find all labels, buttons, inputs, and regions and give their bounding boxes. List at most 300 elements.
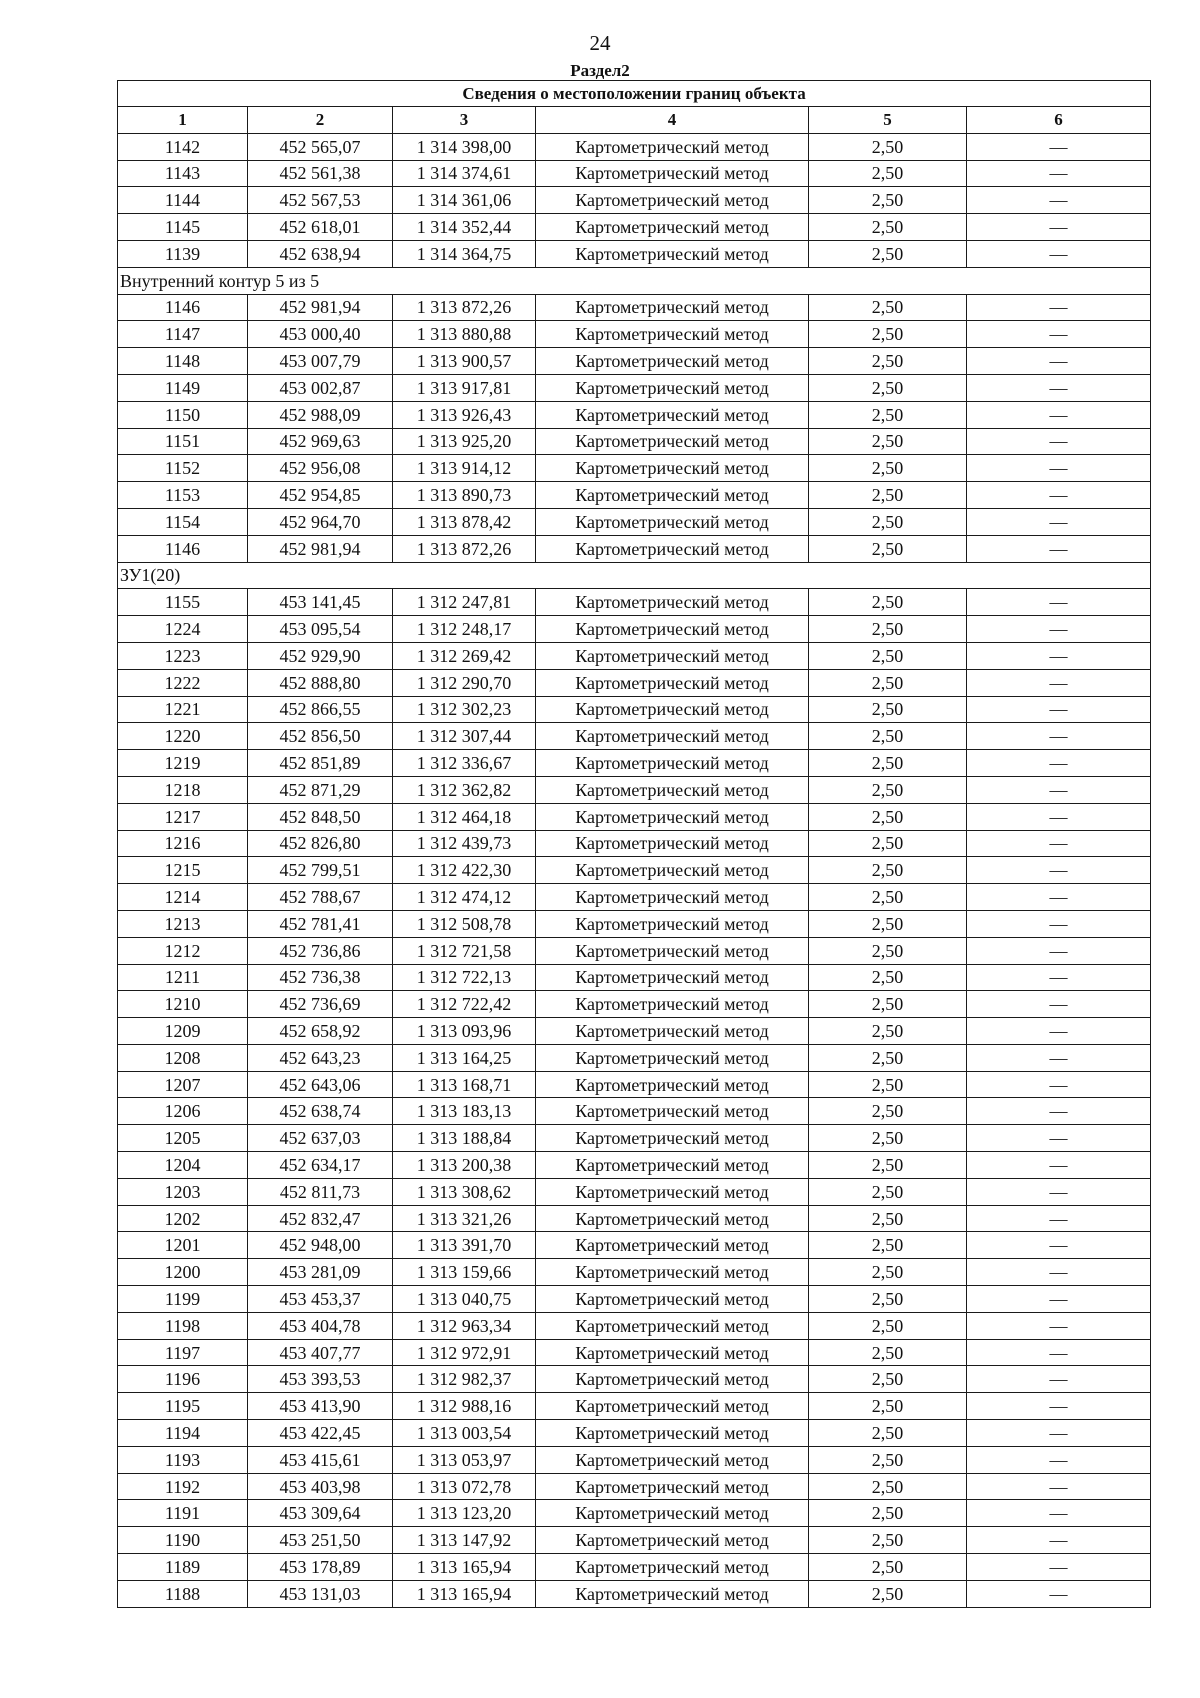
description-cell: — [967,991,1151,1018]
method-cell: Картометрический метод [536,776,809,803]
table-row [118,884,1151,911]
y-coordinate-cell: 1 312 302,23 [393,696,536,723]
x-coordinate-cell: 452 643,23 [248,1044,393,1071]
description-cell: — [967,1071,1151,1098]
table-title-row [118,81,1151,107]
point-number-cell: 1199 [118,1286,248,1313]
accuracy-cell: 2,50 [809,669,967,696]
accuracy-cell: 2,50 [809,401,967,428]
description-cell: — [967,776,1151,803]
method-cell: Картометрический метод [536,803,809,830]
y-coordinate-cell: 1 313 053,97 [393,1446,536,1473]
contour-group-label: Внутренний контур 5 из 5 [118,267,1151,294]
method-cell: Картометрический метод [536,294,809,321]
point-number-cell: 1193 [118,1446,248,1473]
point-number-cell: 1213 [118,910,248,937]
x-coordinate-cell: 453 413,90 [248,1393,393,1420]
x-coordinate-cell: 453 415,61 [248,1446,393,1473]
point-number-cell: 1208 [118,1044,248,1071]
method-cell: Картометрический метод [536,482,809,509]
table-row [118,857,1151,884]
accuracy-cell: 2,50 [809,884,967,911]
x-coordinate-cell: 452 954,85 [248,482,393,509]
accuracy-cell: 2,50 [809,1232,967,1259]
y-coordinate-cell: 1 312 464,18 [393,803,536,830]
column-header-row [118,107,1151,134]
accuracy-cell: 2,50 [809,535,967,562]
description-cell: — [967,1393,1151,1420]
table-row [118,991,1151,1018]
point-number-cell: 1195 [118,1393,248,1420]
y-coordinate-cell: 1 313 123,20 [393,1500,536,1527]
boundary-coordinates-table [117,80,1151,1608]
page-number: 24 [589,31,611,55]
point-number-cell: 1147 [118,321,248,348]
y-coordinate-cell: 1 313 872,26 [393,294,536,321]
x-coordinate-cell: 452 638,94 [248,240,393,267]
x-coordinate-cell: 452 981,94 [248,535,393,562]
point-number-cell: 1223 [118,642,248,669]
point-number-cell: 1151 [118,428,248,455]
description-cell: — [967,830,1151,857]
accuracy-cell: 2,50 [809,1420,967,1447]
x-coordinate-cell: 452 618,01 [248,214,393,241]
point-number-cell: 1212 [118,937,248,964]
description-cell: — [967,884,1151,911]
description-cell: — [967,1339,1151,1366]
description-cell: — [967,508,1151,535]
method-cell: Картометрический метод [536,214,809,241]
x-coordinate-cell: 452 826,80 [248,830,393,857]
method-cell: Картометрический метод [536,1018,809,1045]
table-row [118,1232,1151,1259]
accuracy-cell: 2,50 [809,214,967,241]
point-number-cell: 1197 [118,1339,248,1366]
x-coordinate-cell: 452 851,89 [248,750,393,777]
accuracy-cell: 2,50 [809,1205,967,1232]
x-coordinate-cell: 452 561,38 [248,160,393,187]
table-row [118,1044,1151,1071]
point-number-cell: 1219 [118,750,248,777]
description-cell: — [967,937,1151,964]
point-number-cell: 1216 [118,830,248,857]
x-coordinate-cell: 452 565,07 [248,133,393,160]
x-coordinate-cell: 453 002,87 [248,374,393,401]
accuracy-cell: 2,50 [809,160,967,187]
accuracy-cell: 2,50 [809,1500,967,1527]
x-coordinate-cell: 453 281,09 [248,1259,393,1286]
y-coordinate-cell: 1 312 422,30 [393,857,536,884]
description-cell: — [967,1527,1151,1554]
x-coordinate-cell: 453 403,98 [248,1473,393,1500]
x-coordinate-cell: 452 866,55 [248,696,393,723]
point-number-cell: 1214 [118,884,248,911]
description-cell: — [967,1580,1151,1607]
accuracy-cell: 2,50 [809,187,967,214]
description-cell: — [967,401,1151,428]
y-coordinate-cell: 1 312 474,12 [393,884,536,911]
x-coordinate-cell: 453 309,64 [248,1500,393,1527]
table-row [118,1580,1151,1607]
description-cell: — [967,964,1151,991]
method-cell: Картометрический метод [536,1286,809,1313]
method-cell: Картометрический метод [536,1366,809,1393]
table-row [118,1259,1151,1286]
accuracy-cell: 2,50 [809,803,967,830]
description-cell: — [967,1473,1151,1500]
description-cell: — [967,1554,1151,1581]
x-coordinate-cell: 453 407,77 [248,1339,393,1366]
table-row [118,1339,1151,1366]
x-coordinate-cell: 452 643,06 [248,1071,393,1098]
y-coordinate-cell: 1 313 168,71 [393,1071,536,1098]
x-coordinate-cell: 452 956,08 [248,455,393,482]
table-row [118,374,1151,401]
table-row [118,401,1151,428]
y-coordinate-cell: 1 313 188,84 [393,1125,536,1152]
table-row [118,803,1151,830]
section-title: Раздел2 [570,61,630,80]
x-coordinate-cell: 453 178,89 [248,1554,393,1581]
point-number-cell: 1205 [118,1125,248,1152]
table-row [118,1500,1151,1527]
y-coordinate-cell: 1 313 165,94 [393,1554,536,1581]
table-row [118,321,1151,348]
method-cell: Картометрический метод [536,1044,809,1071]
y-coordinate-cell: 1 313 147,92 [393,1527,536,1554]
y-coordinate-cell: 1 312 362,82 [393,776,536,803]
accuracy-cell: 2,50 [809,830,967,857]
description-cell: — [967,1152,1151,1179]
accuracy-cell: 2,50 [809,348,967,375]
point-number-cell: 1155 [118,589,248,616]
table-row [118,535,1151,562]
method-cell: Картометрический метод [536,616,809,643]
accuracy-cell: 2,50 [809,1286,967,1313]
point-number-cell: 1210 [118,991,248,1018]
x-coordinate-cell: 452 736,69 [248,991,393,1018]
x-coordinate-cell: 452 736,86 [248,937,393,964]
point-number-cell: 1200 [118,1259,248,1286]
method-cell: Картометрический метод [536,696,809,723]
description-cell: — [967,1366,1151,1393]
accuracy-cell: 2,50 [809,1393,967,1420]
x-coordinate-cell: 452 658,92 [248,1018,393,1045]
description-cell: — [967,240,1151,267]
method-cell: Картометрический метод [536,1152,809,1179]
y-coordinate-cell: 1 313 880,88 [393,321,536,348]
point-number-cell: 1204 [118,1152,248,1179]
x-coordinate-cell: 452 638,74 [248,1098,393,1125]
table-row [118,1286,1151,1313]
y-coordinate-cell: 1 313 872,26 [393,535,536,562]
accuracy-cell: 2,50 [809,1044,967,1071]
description-cell: — [967,133,1151,160]
method-cell: Картометрический метод [536,374,809,401]
y-coordinate-cell: 1 313 914,12 [393,455,536,482]
y-coordinate-cell: 1 313 925,20 [393,428,536,455]
y-coordinate-cell: 1 313 040,75 [393,1286,536,1313]
x-coordinate-cell: 453 404,78 [248,1312,393,1339]
table-row [118,910,1151,937]
description-cell: — [967,455,1151,482]
description-cell: — [967,750,1151,777]
table-row [118,1125,1151,1152]
x-coordinate-cell: 452 637,03 [248,1125,393,1152]
table-row [118,133,1151,160]
description-cell: — [967,214,1151,241]
description-cell: — [967,535,1151,562]
accuracy-cell: 2,50 [809,1098,967,1125]
accuracy-cell: 2,50 [809,696,967,723]
point-number-cell: 1221 [118,696,248,723]
table-row [118,616,1151,643]
x-coordinate-cell: 452 811,73 [248,1178,393,1205]
method-cell: Картометрический метод [536,1178,809,1205]
accuracy-cell: 2,50 [809,428,967,455]
y-coordinate-cell: 1 312 508,78 [393,910,536,937]
point-number-cell: 1188 [118,1580,248,1607]
accuracy-cell: 2,50 [809,1071,967,1098]
y-coordinate-cell: 1 312 963,34 [393,1312,536,1339]
y-coordinate-cell: 1 313 878,42 [393,508,536,535]
point-number-cell: 1209 [118,1018,248,1045]
point-number-cell: 1143 [118,160,248,187]
x-coordinate-cell: 453 251,50 [248,1527,393,1554]
method-cell: Картометрический метод [536,723,809,750]
table-row [118,214,1151,241]
y-coordinate-cell: 1 313 183,13 [393,1098,536,1125]
accuracy-cell: 2,50 [809,240,967,267]
accuracy-cell: 2,50 [809,1473,967,1500]
point-number-cell: 1202 [118,1205,248,1232]
accuracy-cell: 2,50 [809,1152,967,1179]
description-cell: — [967,696,1151,723]
table-row [118,1527,1151,1554]
method-cell: Картометрический метод [536,455,809,482]
y-coordinate-cell: 1 312 290,70 [393,669,536,696]
accuracy-cell: 2,50 [809,1125,967,1152]
y-coordinate-cell: 1 313 072,78 [393,1473,536,1500]
accuracy-cell: 2,50 [809,374,967,401]
accuracy-cell: 2,50 [809,1580,967,1607]
x-coordinate-cell: 452 634,17 [248,1152,393,1179]
method-cell: Картометрический метод [536,348,809,375]
point-number-cell: 1215 [118,857,248,884]
table-row [118,1071,1151,1098]
method-cell: Картометрический метод [536,1125,809,1152]
description-cell: — [967,723,1151,750]
y-coordinate-cell: 1 313 917,81 [393,374,536,401]
accuracy-cell: 2,50 [809,508,967,535]
method-cell: Картометрический метод [536,964,809,991]
y-coordinate-cell: 1 313 926,43 [393,401,536,428]
y-coordinate-cell: 1 312 988,16 [393,1393,536,1420]
table-row [118,642,1151,669]
point-number-cell: 1217 [118,803,248,830]
method-cell: Картометрический метод [536,133,809,160]
method-cell: Картометрический метод [536,1446,809,1473]
point-number-cell: 1224 [118,616,248,643]
table-row [118,482,1151,509]
y-coordinate-cell: 1 313 890,73 [393,482,536,509]
table-body [118,133,1151,1607]
accuracy-cell: 2,50 [809,1312,967,1339]
point-number-cell: 1150 [118,401,248,428]
x-coordinate-cell: 452 799,51 [248,857,393,884]
description-cell: — [967,642,1151,669]
point-number-cell: 1218 [118,776,248,803]
point-number-cell: 1139 [118,240,248,267]
description-cell: — [967,187,1151,214]
x-coordinate-cell: 452 567,53 [248,187,393,214]
y-coordinate-cell: 1 313 093,96 [393,1018,536,1045]
point-number-cell: 1142 [118,133,248,160]
description-cell: — [967,669,1151,696]
column-header: 1 [118,107,248,134]
y-coordinate-cell: 1 314 374,61 [393,160,536,187]
y-coordinate-cell: 1 313 003,54 [393,1420,536,1447]
y-coordinate-cell: 1 314 352,44 [393,214,536,241]
point-number-cell: 1201 [118,1232,248,1259]
method-cell: Картометрический метод [536,535,809,562]
method-cell: Картометрический метод [536,642,809,669]
method-cell: Картометрический метод [536,910,809,937]
point-number-cell: 1194 [118,1420,248,1447]
method-cell: Картометрический метод [536,508,809,535]
method-cell: Картометрический метод [536,1473,809,1500]
accuracy-cell: 2,50 [809,964,967,991]
y-coordinate-cell: 1 313 900,57 [393,348,536,375]
method-cell: Картометрический метод [536,1098,809,1125]
y-coordinate-cell: 1 313 159,66 [393,1259,536,1286]
table-row [118,1312,1151,1339]
x-coordinate-cell: 452 948,00 [248,1232,393,1259]
x-coordinate-cell: 453 007,79 [248,348,393,375]
method-cell: Картометрический метод [536,991,809,1018]
x-coordinate-cell: 453 393,53 [248,1366,393,1393]
table-row [118,1205,1151,1232]
accuracy-cell: 2,50 [809,937,967,964]
point-number-cell: 1189 [118,1554,248,1581]
method-cell: Картометрический метод [536,321,809,348]
y-coordinate-cell: 1 312 247,81 [393,589,536,616]
method-cell: Картометрический метод [536,830,809,857]
description-cell: — [967,1205,1151,1232]
table-row [118,240,1151,267]
y-coordinate-cell: 1 313 164,25 [393,1044,536,1071]
point-number-cell: 1211 [118,964,248,991]
accuracy-cell: 2,50 [809,910,967,937]
table-row [118,1446,1151,1473]
method-cell: Картометрический метод [536,1312,809,1339]
x-coordinate-cell: 452 736,38 [248,964,393,991]
method-cell: Картометрический метод [536,1420,809,1447]
description-cell: — [967,1044,1151,1071]
description-cell: — [967,1232,1151,1259]
column-header: 3 [393,107,536,134]
accuracy-cell: 2,50 [809,1259,967,1286]
y-coordinate-cell: 1 312 721,58 [393,937,536,964]
description-cell: — [967,321,1151,348]
table-row [118,508,1151,535]
table-row [118,937,1151,964]
accuracy-cell: 2,50 [809,1446,967,1473]
y-coordinate-cell: 1 313 200,38 [393,1152,536,1179]
y-coordinate-cell: 1 312 269,42 [393,642,536,669]
accuracy-cell: 2,50 [809,321,967,348]
table-row [118,428,1151,455]
method-cell: Картометрический метод [536,1500,809,1527]
y-coordinate-cell: 1 312 307,44 [393,723,536,750]
x-coordinate-cell: 452 981,94 [248,294,393,321]
table-row [118,1018,1151,1045]
description-cell: — [967,1312,1151,1339]
accuracy-cell: 2,50 [809,723,967,750]
x-coordinate-cell: 452 832,47 [248,1205,393,1232]
x-coordinate-cell: 452 871,29 [248,776,393,803]
table-title: Сведения о местоположении границ объекта [118,81,1151,107]
method-cell: Картометрический метод [536,401,809,428]
method-cell: Картометрический метод [536,428,809,455]
x-coordinate-cell: 452 929,90 [248,642,393,669]
accuracy-cell: 2,50 [809,1339,967,1366]
accuracy-cell: 2,50 [809,750,967,777]
point-number-cell: 1203 [118,1178,248,1205]
description-cell: — [967,616,1151,643]
table-row [118,1366,1151,1393]
description-cell: — [967,1125,1151,1152]
accuracy-cell: 2,50 [809,776,967,803]
y-coordinate-cell: 1 312 972,91 [393,1339,536,1366]
description-cell: — [967,294,1151,321]
point-number-cell: 1220 [118,723,248,750]
description-cell: — [967,1098,1151,1125]
column-header: 2 [248,107,393,134]
method-cell: Картометрический метод [536,937,809,964]
x-coordinate-cell: 453 141,45 [248,589,393,616]
accuracy-cell: 2,50 [809,857,967,884]
point-number-cell: 1152 [118,455,248,482]
x-coordinate-cell: 453 000,40 [248,321,393,348]
accuracy-cell: 2,50 [809,1527,967,1554]
contour-group-row [118,267,1151,294]
description-cell: — [967,1178,1151,1205]
y-coordinate-cell: 1 312 982,37 [393,1366,536,1393]
table-row [118,1420,1151,1447]
method-cell: Картометрический метод [536,857,809,884]
accuracy-cell: 2,50 [809,991,967,1018]
table-row [118,1473,1151,1500]
method-cell: Картометрический метод [536,669,809,696]
table-row [118,964,1151,991]
description-cell: — [967,1018,1151,1045]
table-row [118,696,1151,723]
accuracy-cell: 2,50 [809,1178,967,1205]
accuracy-cell: 2,50 [809,1366,967,1393]
description-cell: — [967,160,1151,187]
y-coordinate-cell: 1 312 439,73 [393,830,536,857]
x-coordinate-cell: 452 888,80 [248,669,393,696]
method-cell: Картометрический метод [536,187,809,214]
method-cell: Картометрический метод [536,884,809,911]
description-cell: — [967,348,1151,375]
point-number-cell: 1144 [118,187,248,214]
point-number-cell: 1206 [118,1098,248,1125]
table-row [118,160,1151,187]
method-cell: Картометрический метод [536,750,809,777]
description-cell: — [967,803,1151,830]
